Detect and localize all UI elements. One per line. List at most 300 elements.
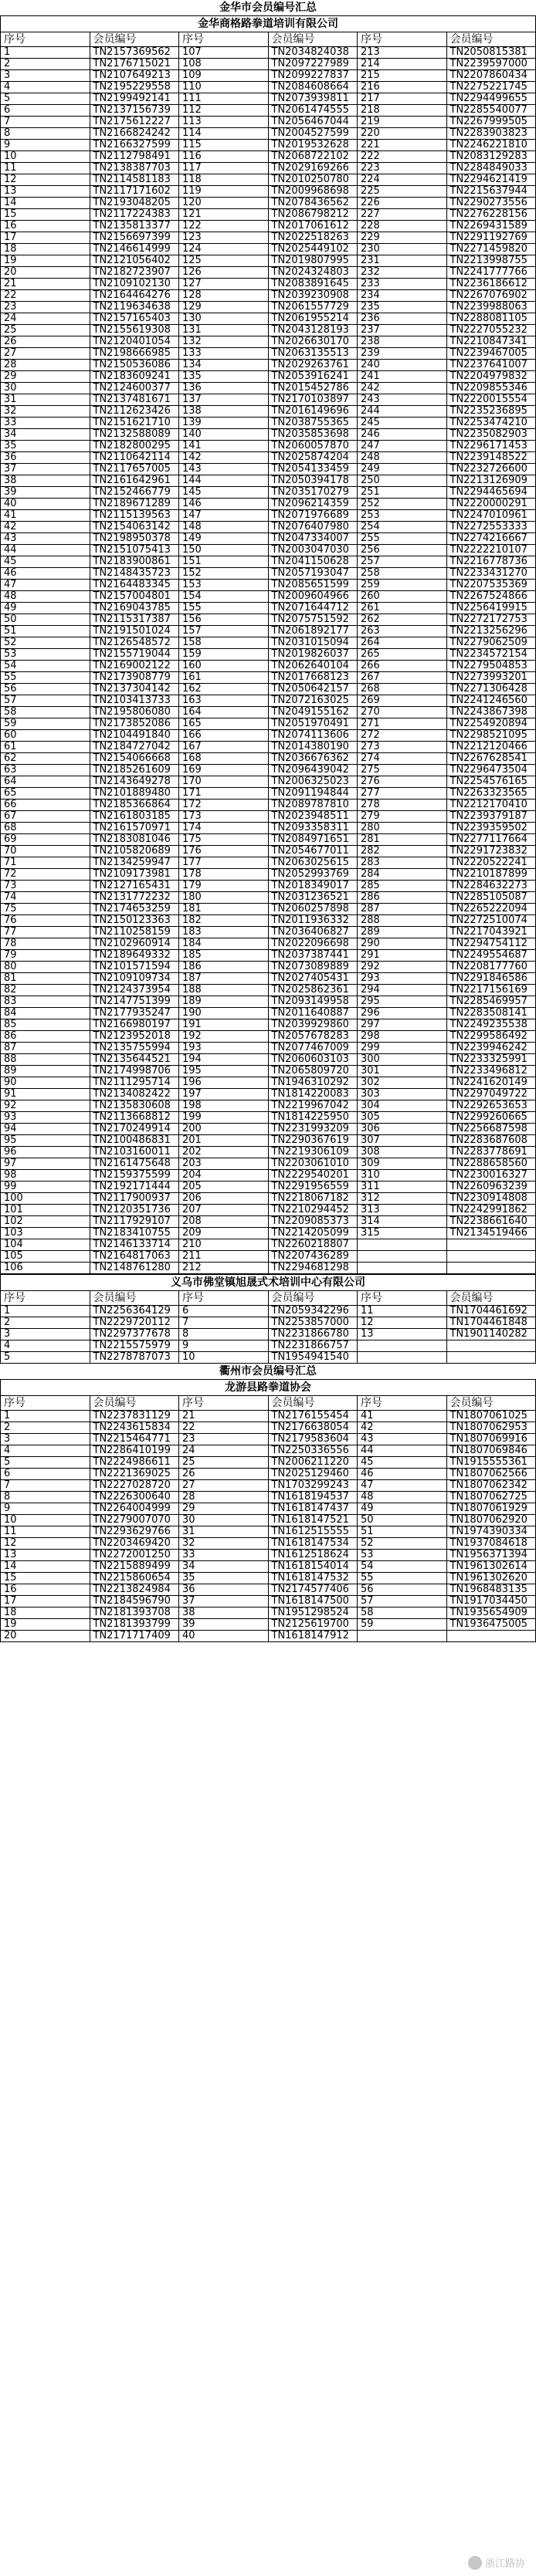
member-number-cell: TN2253474210: [446, 418, 536, 429]
serial-cell: 59: [358, 1619, 447, 1631]
serial-cell: 230: [358, 244, 447, 255]
member-number-cell: TN2176155454: [268, 1411, 358, 1422]
member-number-cell: TN2209855346: [446, 383, 536, 394]
serial-cell: 156: [179, 614, 269, 626]
member-number-cell: TN2023948511: [268, 811, 358, 823]
table-row: [1, 1340, 536, 1352]
member-number-cell: TN2238661640: [446, 1216, 536, 1228]
member-number-cell: TN2229540201: [268, 1170, 358, 1182]
serial-cell: 248: [358, 452, 447, 464]
member-number-cell: TN1807069916: [446, 1434, 536, 1445]
column-header: 会员编号: [90, 32, 179, 47]
serial-cell: 39: [1, 487, 90, 499]
member-number-cell: TN2185366864: [90, 800, 179, 811]
member-number-cell: TN2246221810: [446, 140, 536, 151]
serial-cell: 7: [1, 117, 90, 128]
member-number-cell: TN2175612227: [90, 117, 179, 128]
table-row: [1, 499, 536, 510]
serial-cell: 314: [358, 1216, 447, 1228]
table-row: [1, 718, 536, 730]
serial-cell: 217: [358, 93, 447, 105]
serial-cell: 3: [1, 1329, 90, 1340]
serial-cell: 280: [358, 823, 447, 834]
serial-cell: 238: [358, 336, 447, 348]
serial-cell: 235: [358, 302, 447, 313]
serial-cell: 215: [358, 70, 447, 82]
member-number-cell: TN2176638054: [268, 1422, 358, 1434]
member-number-cell: TN2091194844: [268, 788, 358, 800]
member-number-cell: TN2279062509: [446, 637, 536, 649]
table-row: [1, 1550, 536, 1561]
serial-cell: 173: [179, 811, 269, 823]
member-number-cell: TN2119634638: [90, 302, 179, 313]
member-number-cell: TN2195806080: [90, 707, 179, 718]
member-number-cell: TN2051970491: [268, 718, 358, 730]
serial-cell: 105: [1, 1251, 90, 1263]
member-number-cell: TN2100486831: [90, 1135, 179, 1147]
serial-cell: 266: [358, 661, 447, 672]
serial-cell: 20: [1, 1631, 90, 1642]
serial-cell: 153: [179, 580, 269, 591]
serial-cell: 2: [1, 59, 90, 70]
serial-cell: 73: [1, 881, 90, 892]
serial-cell: 241: [358, 371, 447, 383]
member-number-cell: TN2272001250: [90, 1550, 179, 1561]
member-number-cell: TN2135830608: [90, 1100, 179, 1112]
jinhua-table-body: [1, 0, 536, 1274]
serial-cell: 146: [179, 499, 269, 510]
serial-cell: 254: [358, 522, 447, 533]
table-row: [1, 776, 536, 788]
serial-cell: 31: [1, 394, 90, 406]
member-number-cell: TN2226300640: [90, 1492, 179, 1503]
member-number-cell: TN2093358311: [268, 823, 358, 834]
serial-cell: 27: [179, 1480, 269, 1492]
member-number-cell: TN2279504853: [446, 661, 536, 672]
serial-cell: 140: [179, 429, 269, 441]
member-number-cell: TN2183900861: [90, 556, 179, 568]
serial-cell: 25: [1, 325, 90, 336]
member-number-cell: TN2073939811: [268, 93, 358, 105]
serial-cell: 47: [1, 580, 90, 591]
member-number-cell: TN2215637944: [446, 186, 536, 198]
table-row: [1, 128, 536, 140]
serial-cell: 169: [179, 765, 269, 776]
serial-cell: 213: [358, 47, 447, 59]
serial-cell: 83: [1, 996, 90, 1008]
table-row: [1, 151, 536, 163]
member-number-cell: TN2277117664: [446, 834, 536, 846]
member-number-cell: TN2124600377: [90, 383, 179, 394]
serial-cell: 32: [1, 406, 90, 418]
serial-cell: 80: [1, 962, 90, 973]
member-number-cell: TN2050815381: [446, 47, 536, 59]
table-row: [1, 765, 536, 776]
serial-cell: 81: [1, 973, 90, 985]
column-header: 会员编号: [90, 1396, 179, 1411]
serial-cell: 49: [1, 603, 90, 614]
serial-cell: 57: [1, 695, 90, 707]
serial-cell: 141: [179, 441, 269, 452]
serial-cell: 67: [1, 811, 90, 823]
member-number-cell: TN2132588089: [90, 429, 179, 441]
serial-cell: 258: [358, 568, 447, 580]
serial-cell: 10: [1, 151, 90, 163]
table-row: [1, 1216, 536, 1228]
member-number-cell: TN2103160011: [90, 1147, 179, 1158]
member-number-cell: TN2151621710: [90, 418, 179, 429]
member-number-cell: TN2101571594: [90, 962, 179, 973]
member-number-cell: TN2105820689: [90, 846, 179, 857]
serial-cell: 54: [1, 661, 90, 672]
serial-cell: 277: [358, 788, 447, 800]
member-number-cell: TN2096214359: [268, 499, 358, 510]
serial-cell: 93: [1, 1112, 90, 1124]
member-number-cell: TN2047334007: [268, 533, 358, 545]
serial-cell: 91: [1, 1089, 90, 1100]
column-header: 会员编号: [446, 32, 536, 47]
serial-cell: 35: [179, 1573, 269, 1584]
serial-cell: 71: [1, 857, 90, 869]
member-number-cell: TN2074113606: [268, 730, 358, 742]
serial-cell: 174: [179, 823, 269, 834]
member-number-cell: TN2039929860: [268, 1019, 358, 1031]
member-number-cell: TN2065809720: [268, 1066, 358, 1077]
member-number-cell: TN2022518263: [268, 232, 358, 244]
table-row: [1, 1228, 536, 1239]
table-row: [1, 267, 536, 279]
table-row: [1, 117, 536, 128]
member-number-cell: TN2114581183: [90, 174, 179, 186]
serial-cell: 98: [1, 1170, 90, 1182]
member-number-cell: TN2283508141: [446, 1008, 536, 1019]
serial-cell: 102: [1, 1216, 90, 1228]
member-number-cell: TN2214205099: [268, 1228, 358, 1239]
serial-cell: 8: [179, 1329, 269, 1340]
serial-cell: 106: [1, 1263, 90, 1274]
serial-cell: 18: [1, 244, 90, 255]
member-number-cell: TN2297049722: [446, 1089, 536, 1100]
serial-cell: 286: [358, 892, 447, 904]
member-number-cell: TN1618147521: [268, 1515, 358, 1526]
table-row: [1, 834, 536, 846]
member-number-cell: TN2209085373: [268, 1216, 358, 1228]
table-row: [1, 1066, 536, 1077]
serial-cell: 278: [358, 800, 447, 811]
serial-cell: 11: [1, 163, 90, 174]
member-number-cell: TN2181393708: [90, 1607, 179, 1619]
member-number-cell: TN2117900937: [90, 1193, 179, 1205]
table-row: [1, 927, 536, 938]
serial-cell: 185: [179, 950, 269, 962]
member-number-cell: TN2143649278: [90, 776, 179, 788]
serial-cell: 104: [1, 1239, 90, 1251]
member-number-cell: TN2203061010: [268, 1158, 358, 1170]
member-number-cell: TN2057193047: [268, 568, 358, 580]
serial-cell: 270: [358, 707, 447, 718]
member-number-cell: TN2148761280: [90, 1263, 179, 1274]
serial-cell: 189: [179, 996, 269, 1008]
serial-cell: 239: [358, 348, 447, 360]
member-number-cell: TN2239467005: [446, 348, 536, 360]
serial-cell: 231: [358, 255, 447, 267]
member-number-cell: TN2112798491: [90, 151, 179, 163]
table-row: [1, 1182, 536, 1193]
table-row: [1, 846, 536, 857]
member-number-cell: TN1618147437: [268, 1503, 358, 1515]
serial-cell: 14: [1, 1561, 90, 1573]
member-number-cell: TN2231993209: [268, 1124, 358, 1135]
member-number-cell: TN2239148522: [446, 452, 536, 464]
member-number-cell: TN2235082903: [446, 429, 536, 441]
serial-cell: 20: [1, 267, 90, 279]
table-row: [1, 1158, 536, 1170]
member-number-cell: TN2121056402: [90, 255, 179, 267]
member-number-cell: TN2078436562: [268, 198, 358, 209]
column-header: 序号: [358, 32, 447, 47]
serial-cell: 64: [1, 776, 90, 788]
table-row: [1, 730, 536, 742]
serial-cell: 116: [179, 151, 269, 163]
serial-cell: 120: [179, 198, 269, 209]
serial-cell: 199: [179, 1112, 269, 1124]
serial-cell: 196: [179, 1077, 269, 1089]
member-number-cell: TN1936475005: [446, 1619, 536, 1631]
serial-cell: 99: [1, 1182, 90, 1193]
table-row: [1, 892, 536, 904]
table-row: [1, 938, 536, 950]
member-number-cell: TN2256687598: [446, 1124, 536, 1135]
member-number-cell: TN2154066668: [90, 753, 179, 765]
member-number-cell: TN2217156169: [446, 985, 536, 996]
member-number-cell: TN2151075413: [90, 545, 179, 556]
serial-cell: 128: [179, 290, 269, 302]
member-number-cell: TN2260963239: [446, 1182, 536, 1193]
serial-cell: 48: [1, 591, 90, 603]
column-header: 序号: [1, 1396, 90, 1411]
member-number-cell: TN2025874204: [268, 452, 358, 464]
member-number-cell: TN2288081105: [446, 313, 536, 325]
serial-cell: 9: [1, 140, 90, 151]
serial-cell: 144: [179, 475, 269, 487]
member-number-cell: TN2071976689: [268, 510, 358, 522]
serial-cell: 54: [358, 1561, 447, 1573]
member-number-cell: TN2294621419: [446, 174, 536, 186]
serial-cell: 267: [358, 672, 447, 684]
table-row: [1, 1503, 536, 1515]
member-number-cell: TN2050642157: [268, 684, 358, 695]
serial-cell: 200: [179, 1124, 269, 1135]
table-row: [1, 1492, 536, 1503]
table-row: [1, 313, 536, 325]
member-number-cell: TN2241777766: [446, 267, 536, 279]
serial-cell: 276: [358, 776, 447, 788]
member-number-cell: TN2016149696: [268, 406, 358, 418]
serial-cell: 41: [1, 510, 90, 522]
member-number-cell: TN2061892177: [268, 626, 358, 637]
serial-cell: 30: [1, 383, 90, 394]
serial-cell: 183: [179, 927, 269, 938]
member-number-cell: TN2174577406: [268, 1584, 358, 1596]
serial-cell: 152: [179, 568, 269, 580]
serial-cell: 1: [1, 1411, 90, 1422]
serial-cell: 127: [179, 279, 269, 290]
member-number-cell: TN2215860654: [90, 1573, 179, 1584]
member-number-cell: TN2052993769: [268, 869, 358, 881]
serial-cell: 3: [1, 1434, 90, 1445]
member-number-cell: TN2233496812: [446, 1066, 536, 1077]
wechat-logo-icon: [468, 2556, 482, 2570]
member-number-cell: TN2239359502: [446, 823, 536, 834]
serial-cell: 55: [358, 1573, 447, 1584]
column-header: 序号: [179, 32, 269, 47]
table-row: [1, 163, 536, 174]
serial-cell: 205: [179, 1182, 269, 1193]
serial-cell: [358, 1251, 447, 1263]
member-number-cell: TN1917034450: [446, 1596, 536, 1607]
column-header: 会员编号: [446, 1396, 536, 1411]
serial-cell: 76: [1, 915, 90, 927]
table-row: [1, 568, 536, 580]
serial-cell: 242: [358, 383, 447, 394]
serial-cell: 259: [358, 580, 447, 591]
serial-cell: 161: [179, 672, 269, 684]
serial-cell: 171: [179, 788, 269, 800]
table-row: [1, 881, 536, 892]
serial-cell: 312: [358, 1193, 447, 1205]
table-row: [1, 464, 536, 475]
column-header: 序号: [1, 1291, 90, 1306]
serial-cell: 149: [179, 533, 269, 545]
member-number-cell: TN2217043921: [446, 927, 536, 938]
serial-cell: 261: [358, 603, 447, 614]
serial-cell: 24: [179, 1445, 269, 1457]
table-row: [1, 325, 536, 336]
serial-cell: 269: [358, 695, 447, 707]
member-number-cell: TN2278787073: [90, 1352, 179, 1364]
member-number-cell: TN2213998755: [446, 255, 536, 267]
member-number-cell: TN2109173981: [90, 869, 179, 881]
table-row: [1, 1008, 536, 1019]
table-row: [1, 823, 536, 834]
member-number-cell: TN2110642114: [90, 452, 179, 464]
serial-cell: 284: [358, 869, 447, 881]
member-number-cell: TN2103413733: [90, 695, 179, 707]
member-number-cell: TN2120401054: [90, 336, 179, 348]
member-number-cell: TN2050394178: [268, 475, 358, 487]
watermark-text: 浙江路协: [484, 2558, 525, 2570]
serial-cell: 299: [358, 1043, 447, 1054]
serial-cell: 107: [179, 47, 269, 59]
serial-cell: 283: [358, 857, 447, 869]
member-number-cell: TN2060603103: [268, 1054, 358, 1066]
serial-cell: 145: [179, 487, 269, 499]
table-row: [1, 348, 536, 360]
member-number-cell: TN2230016327: [446, 1170, 536, 1182]
member-number-cell: TN2134519466: [446, 1228, 536, 1239]
serial-cell: 212: [179, 1263, 269, 1274]
table-row: [1, 279, 536, 290]
serial-cell: 52: [1, 637, 90, 649]
member-number-cell: TN2216778736: [446, 556, 536, 568]
longyou-title-row: [1, 1364, 536, 1380]
column-header: 序号: [1, 32, 90, 47]
member-number-cell: TN2233431270: [446, 568, 536, 580]
member-number-cell: TN2263323565: [446, 788, 536, 800]
serial-cell: 15: [1, 1573, 90, 1584]
member-number-cell: TN2036406827: [268, 927, 358, 938]
member-number-cell: TN2150536086: [90, 360, 179, 371]
member-number-cell: TN1901140282: [446, 1329, 536, 1340]
serial-cell: 232: [358, 267, 447, 279]
serial-cell: 69: [1, 834, 90, 846]
member-number-cell: TN2093149958: [268, 996, 358, 1008]
member-number-cell: TN2256419915: [446, 603, 536, 614]
member-number-cell: TN2084608664: [268, 82, 358, 93]
member-number-cell: TN2006325023: [268, 776, 358, 788]
member-number-cell: TN2147751399: [90, 996, 179, 1008]
serial-cell: 28: [1, 360, 90, 371]
serial-cell: 85: [1, 1019, 90, 1031]
member-number-cell: TN1935654909: [446, 1607, 536, 1619]
member-number-cell: TN2134259947: [90, 857, 179, 869]
serial-cell: 97: [1, 1158, 90, 1170]
member-number-cell: TN2299586492: [446, 1031, 536, 1043]
member-number-cell: TN2284849033: [446, 163, 536, 174]
member-number-cell: TN2029263761: [268, 360, 358, 371]
member-number-cell: TN2182800295: [90, 441, 179, 452]
serial-cell: 225: [358, 186, 447, 198]
serial-cell: 233: [358, 279, 447, 290]
member-number-cell: TN2157369562: [90, 47, 179, 59]
table-row: [1, 1584, 536, 1596]
serial-cell: 308: [358, 1147, 447, 1158]
member-number-cell: TN1807062953: [446, 1422, 536, 1434]
serial-cell: 10: [179, 1352, 269, 1364]
serial-cell: 244: [358, 406, 447, 418]
serial-cell: 191: [179, 1019, 269, 1031]
serial-cell: 19: [1, 255, 90, 267]
member-number-cell: TN2039230908: [268, 290, 358, 302]
serial-cell: 111: [179, 93, 269, 105]
serial-cell: 5: [1, 1457, 90, 1469]
serial-cell: 216: [358, 82, 447, 93]
serial-cell: 58: [358, 1607, 447, 1619]
member-number-cell: TN2288658560: [446, 1158, 536, 1170]
member-number-cell: TN2112623426: [90, 406, 179, 418]
member-number-cell: TN2294465694: [446, 487, 536, 499]
serial-cell: 194: [179, 1054, 269, 1066]
member-number-cell: TN2284632273: [446, 881, 536, 892]
member-number-cell: TN1612518624: [268, 1550, 358, 1561]
table-row: [1, 59, 536, 70]
member-number-cell: TN2083129283: [446, 151, 536, 163]
serial-cell: 9: [179, 1340, 269, 1352]
member-number-cell: TN2054133459: [268, 464, 358, 475]
member-number-cell: TN2123952018: [90, 1031, 179, 1043]
serial-cell: 43: [1, 533, 90, 545]
serial-cell: 30: [179, 1515, 269, 1526]
serial-cell: 214: [358, 59, 447, 70]
serial-cell: 29: [1, 371, 90, 383]
member-number-cell: [446, 1263, 536, 1274]
member-number-cell: TN2022096698: [268, 938, 358, 950]
member-number-cell: TN2155619308: [90, 325, 179, 336]
serial-cell: 36: [1, 452, 90, 464]
member-number-cell: TN2243615834: [90, 1422, 179, 1434]
member-number-cell: TN2109102130: [90, 279, 179, 290]
member-number-cell: TN1915555361: [446, 1457, 536, 1469]
